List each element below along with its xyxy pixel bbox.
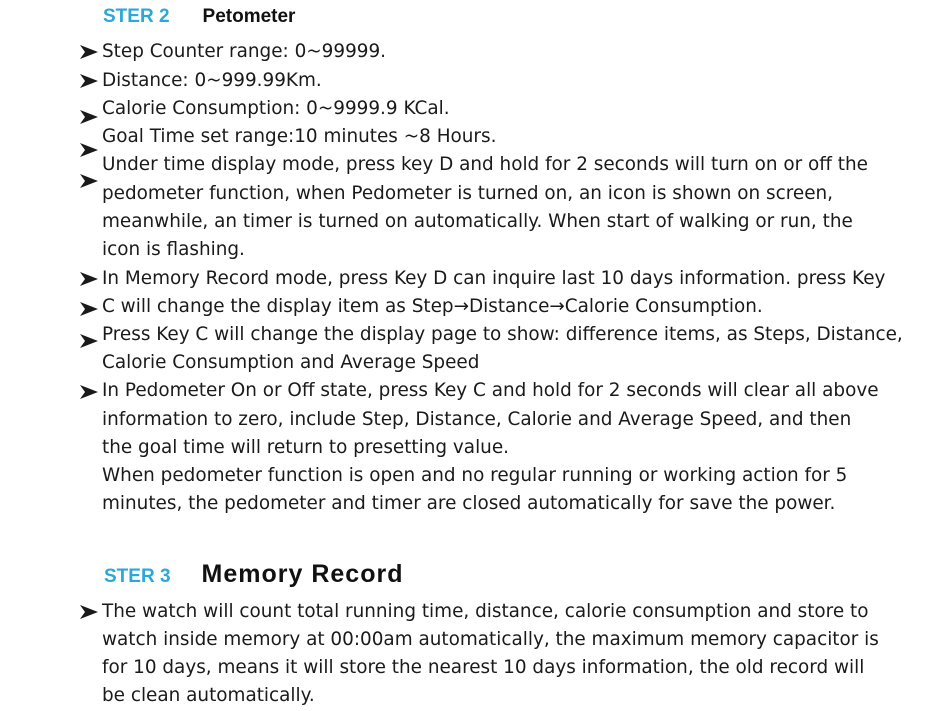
arrow-bullet-icon <box>80 302 98 316</box>
step2-line: information to zero, include Step, Distance, Calorie and Average Speed, and then <box>102 409 852 430</box>
step2-line: meanwhile, an timer is turned on automatically. When start of walking or run, the <box>102 211 853 232</box>
step3-line: The watch will count total running time, distance, calorie consumption and store to <box>102 601 869 622</box>
step2-line: When pedometer function is open and no regular running or working action for 5 <box>102 465 848 486</box>
step2-header <box>103 6 295 28</box>
step2-line: minutes, the pedometer and timer are closed automatically for save the power. <box>102 493 836 514</box>
arrow-bullet-icon <box>80 74 98 88</box>
arrow-bullet-icon <box>80 45 98 59</box>
step2-line: In Memory Record mode, press Key D can inquire last 10 days information. press Key <box>102 268 886 289</box>
step3-line: watch inside memory at 00:00am automatically, the maximum memory capacitor is <box>102 629 879 650</box>
step2-line: In Pedometer On or Off state, press Key C and hold for 2 seconds will clear all above <box>102 380 879 401</box>
step3-header <box>104 560 403 589</box>
step3-title: Memory Record <box>201 560 404 588</box>
arrow-bullet-icon <box>80 110 98 124</box>
step3-line: be clean automatically. <box>102 685 315 706</box>
step2-line: C will change the display item as Step→Distance→Calorie Consumption. <box>102 296 763 317</box>
arrow-bullet-icon <box>80 605 98 619</box>
step2-line: Distance: 0~999.99Km. <box>102 70 322 91</box>
step2-line: icon is flashing. <box>102 239 245 260</box>
arrow-bullet-icon <box>80 143 98 157</box>
step2-line: Press Key C will change the display page to show: difference items, as Steps, Distance, <box>102 324 903 345</box>
arrow-bullet-icon <box>80 174 98 188</box>
step2-line: the goal time will return to presetting value. <box>102 437 509 458</box>
step2-line: pedometer function, when Pedometer is turned on, an icon is shown on screen, <box>102 183 834 204</box>
step2-line: Step Counter range: 0~99999. <box>102 41 387 62</box>
arrow-bullet-icon <box>80 385 98 399</box>
step2-tag: STER 2 <box>103 6 170 27</box>
step2-line: Under time display mode, press key D and hold for 2 seconds will turn on or off the <box>102 154 868 175</box>
step2-line: Goal Time set range:10 minutes ~8 Hours. <box>102 126 497 147</box>
step3-tag: STER 3 <box>104 566 171 587</box>
step2-title: Petometer <box>202 6 296 27</box>
step2-line: Calorie Consumption: 0~9999.9 KCal. <box>102 98 450 119</box>
step2-line: Calorie Consumption and Average Speed <box>102 352 480 373</box>
step3-line: for 10 days, means it will store the nearest 10 days information, the old record will <box>102 657 865 678</box>
arrow-bullet-icon <box>80 272 98 286</box>
arrow-bullet-icon <box>80 334 98 348</box>
